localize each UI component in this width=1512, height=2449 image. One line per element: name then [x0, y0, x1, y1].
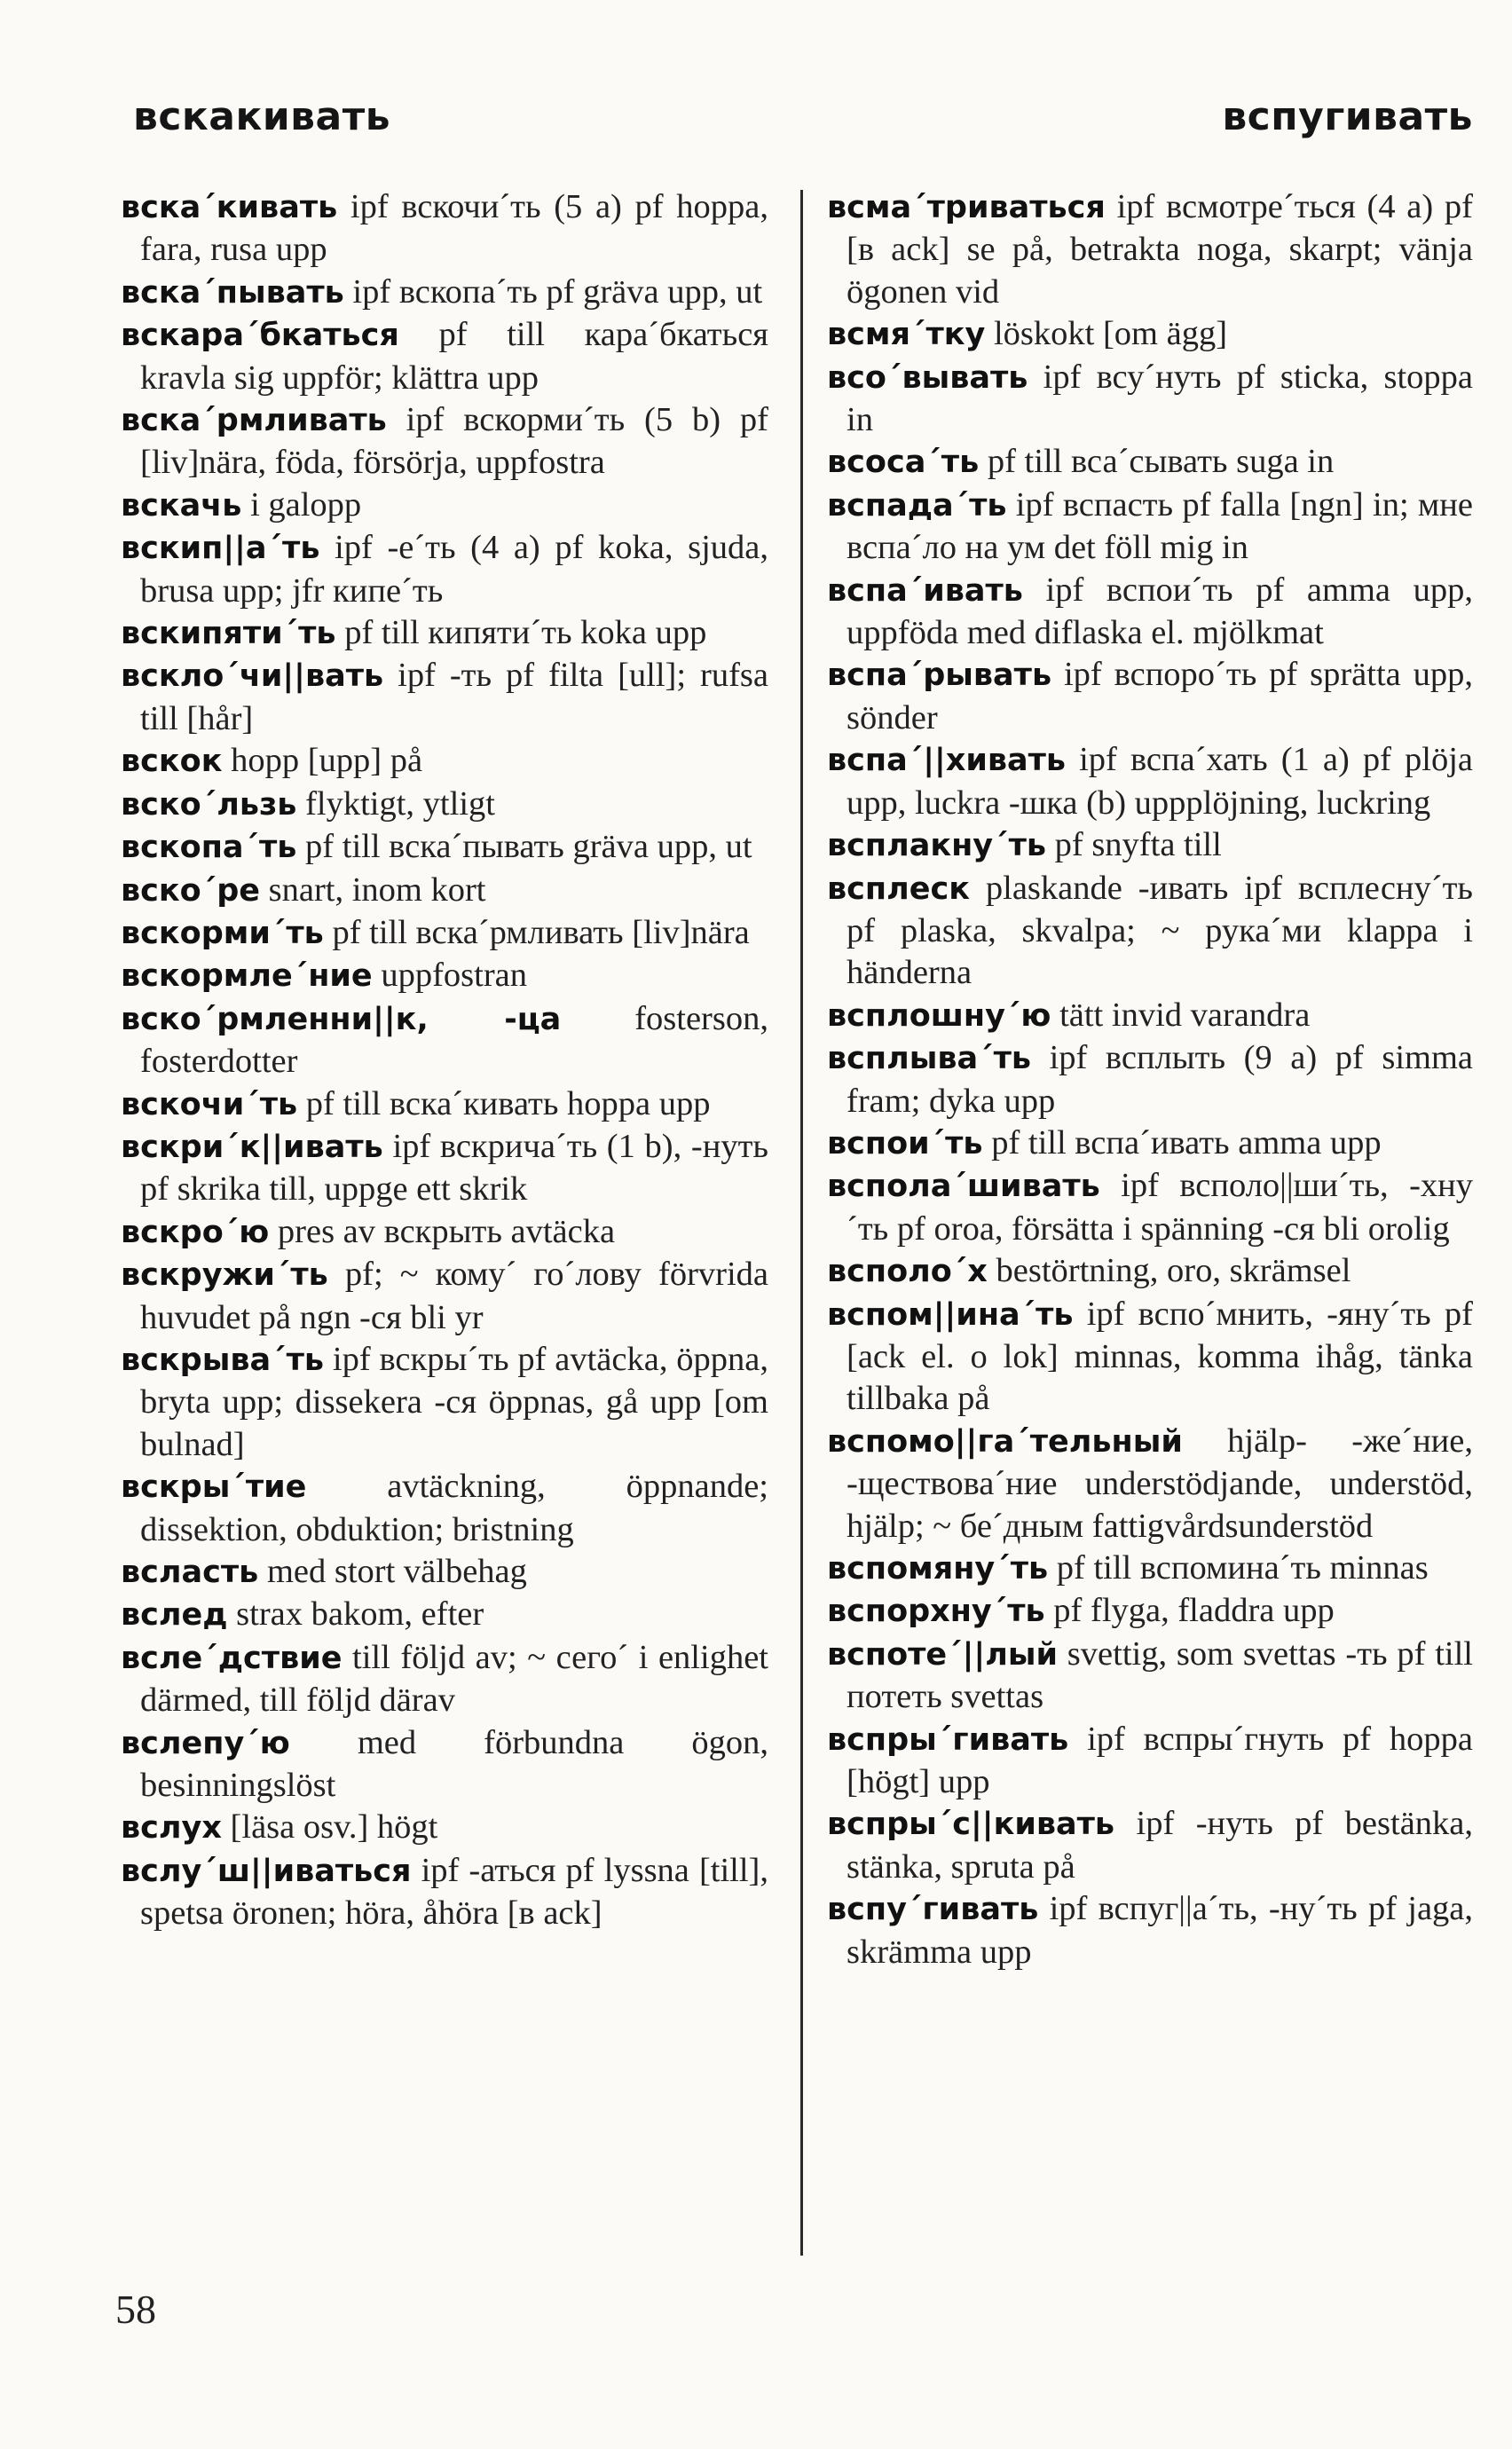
dictionary-entry — [121, 272, 768, 314]
dictionary-entry — [121, 314, 768, 399]
dictionary-entry — [827, 1122, 1473, 1165]
entry-definition: pf till кипяти´ть koka upp — [335, 614, 707, 652]
dictionary-entry — [827, 1037, 1473, 1122]
entry-definition: ipf -ть pf filta [ull]; rufsa till [hår] — [140, 657, 768, 737]
entry-headword: вспа´||хивать — [827, 743, 1067, 779]
dictionary-entry — [827, 1803, 1473, 1888]
dictionary-entry — [121, 1850, 768, 1935]
entry-definition: ipf вспа´хать (1 a) pf plöja upp, luckra -шка (b) uppplöjning, luckring — [847, 741, 1473, 822]
entry-definition: ipf вспои´ть pf amma upp, uppföda med diflaska el. mjölkmat — [847, 571, 1473, 652]
entry-headword: вслед — [121, 1597, 228, 1634]
dictionary-entry — [121, 1254, 768, 1339]
dictionary-entry — [827, 824, 1473, 867]
entry-headword: вспу´гивать — [827, 1892, 1039, 1928]
entry-definition: pf; ~ кому´ го´лову förvrida huvudet på ngn -ся bli yr — [140, 1256, 768, 1336]
entry-headword: всласть — [121, 1555, 259, 1590]
entry-definition: ipf всполо||ши´ть, -хну´ть pf oroa, försätta i spänning -ся bli orolig — [847, 1167, 1473, 1248]
entry-headword: вслепу´ю — [121, 1725, 290, 1761]
dictionary-entry — [827, 739, 1473, 824]
entry-definition: ipf вспоро´ть pf sprätta upp, sönder — [847, 656, 1473, 736]
dictionary-entry — [827, 441, 1473, 484]
dictionary-entry — [121, 998, 768, 1083]
dictionary-entry — [827, 1590, 1473, 1633]
entry-headword: вспом||ина´ть — [827, 1296, 1074, 1333]
entry-definition: ipf вспо´мнить, -яну´ть pf [ack el. o lok] minnas, komma ihåg, tänka tillbaka på — [847, 1295, 1473, 1418]
entry-definition: ipf вскочи´ть (5 a) pf hoppa, fara, rusa upp — [140, 188, 768, 269]
entry-definition: pf flyga, fladdra upp — [1044, 1592, 1335, 1630]
entry-headword: всоса´ть — [827, 445, 980, 481]
entry-definition: fosterson, fosterdotter — [140, 999, 768, 1081]
entry-definition: pres av вскрыть avtäcka — [269, 1212, 616, 1250]
entry-definition: pf till вска´кивать hoppa upp — [297, 1084, 711, 1122]
entry-headword: вспои´ть — [827, 1125, 983, 1162]
dictionary-entry — [121, 1126, 768, 1211]
page-number: 58 — [115, 2287, 156, 2332]
dictionary-entry — [121, 186, 768, 272]
dictionary-entry — [827, 1888, 1473, 1973]
entry-definition: ipf вспуг||а´ть, -ну´ть pf jaga, skrämma upp — [847, 1890, 1473, 1971]
entry-headword: вскок — [121, 744, 223, 780]
entry-headword: вскорми´ть — [121, 915, 324, 951]
dictionary-entry — [121, 527, 768, 612]
dictionary-entry — [827, 1165, 1473, 1250]
dictionary-entry — [121, 1722, 768, 1807]
entry-headword: вскормле´ние — [121, 958, 373, 995]
entry-headword: вспада´ть — [827, 487, 1007, 524]
dictionary-entry — [121, 612, 768, 655]
entry-headword: вскочи´ть — [121, 1086, 298, 1122]
entry-headword: вслу´ш||иваться — [121, 1853, 412, 1889]
entry-headword: вскрыва´ть — [121, 1342, 325, 1378]
entry-definition: hjälp- -же´ние, -ществова´ние understödjande, understöd, hjälp; ~ бе´дным fattigvårdsunderstöd — [847, 1421, 1473, 1545]
dictionary-entry — [121, 1339, 768, 1466]
entry-definition: ipf вспры´гнуть pf hoppa [högt] upp — [847, 1720, 1473, 1801]
entry-headword: вскро´ю — [121, 1214, 270, 1250]
dictionary-entry — [827, 654, 1473, 739]
entry-headword: вско´рмленни||к, -ца — [121, 1001, 562, 1037]
dictionary-entry — [121, 784, 768, 826]
entry-definition: snart, inom kort — [260, 870, 486, 909]
right-guide-word: вспугивать — [1222, 94, 1473, 139]
entry-definition: pf till вспомина´ть minnas — [1048, 1549, 1429, 1587]
entry-headword: вскачь — [121, 487, 242, 524]
entry-headword: вскип||а´ть — [121, 531, 320, 567]
entry-headword: всплошну´ю — [827, 997, 1051, 1034]
entry-definition: ipf всплыть (9 a) pf simma fram; dyka upp — [847, 1039, 1473, 1120]
left-guide-word: вскакивать — [133, 94, 391, 139]
entry-definition: ipf вспасть pf falla [ngn] in; мне вспа´ло на ум det föll mig in — [847, 485, 1473, 567]
entry-headword: всмя´тку — [827, 317, 986, 353]
entry-headword: вскри´к||ивать — [121, 1129, 383, 1165]
entry-headword: вскло´чи||вать — [121, 658, 384, 695]
entry-definition: till följd av; ~ сего´ i enlighet därmed, till följd därav — [140, 1638, 768, 1720]
dictionary-entry — [121, 1211, 768, 1254]
dictionary-entry — [827, 357, 1473, 442]
dictionary-entry — [827, 570, 1473, 655]
dictionary-entry — [827, 1294, 1473, 1421]
dictionary-entry — [827, 484, 1473, 570]
entry-definition: löskokt [om ägg] — [985, 315, 1228, 353]
entry-definition: strax bakom, efter — [227, 1595, 484, 1634]
entry-headword: вска´пывать — [121, 274, 344, 311]
dictionary-entry — [121, 1594, 768, 1636]
entry-headword: всполо´х — [827, 1254, 988, 1290]
entry-definition: avtäckning, öppnande; dissektion, obduktion; bristning — [140, 1468, 768, 1548]
entry-headword: вспорхну´ть — [827, 1594, 1045, 1630]
entry-definition: bestörtning, oro, skrämsel — [987, 1252, 1351, 1290]
entry-headword: вслух — [121, 1810, 222, 1847]
entry-headword: вспоте´||лый — [827, 1636, 1059, 1673]
dictionary-entry — [121, 484, 768, 527]
entry-definition: svettig, som svettas -ть pf till потеть svettas — [847, 1634, 1473, 1716]
column-divider — [800, 190, 803, 2256]
entry-headword: вспа´рывать — [827, 658, 1052, 694]
entry-definition: pf snyfta till — [1046, 826, 1222, 864]
entry-headword: вспола´шивать — [827, 1169, 1100, 1205]
left-column — [121, 186, 768, 1935]
entry-headword: вспомяну´ть — [827, 1551, 1049, 1587]
dictionary-entry — [121, 1637, 768, 1722]
entry-headword: вска´кивать — [121, 190, 338, 225]
dictionary-entry — [827, 1250, 1473, 1293]
entry-headword: вспомо||га´тельный — [827, 1423, 1183, 1460]
entry-definition: ipf вскрича´ть (1 b), -нуть pf skrika till, uppge ett skrik — [140, 1127, 768, 1209]
entry-definition: pf till вспа´ивать amma upp — [982, 1123, 1382, 1162]
entry-definition: pf till вска´пывать gräva upp, ut — [296, 828, 752, 866]
entry-definition: ipf всу´нуть pf sticka, stoppa in — [847, 358, 1473, 439]
dictionary-entry — [121, 740, 768, 783]
dictionary-entry — [827, 1634, 1473, 1719]
entry-definition: ipf вскопа´ть pf gräva upp, ut — [343, 272, 763, 311]
entry-definition: [läsa osv.] högt — [221, 1808, 438, 1847]
entry-definition: med förbundna ögon, besinningslöst — [140, 1723, 768, 1805]
dictionary-entry — [121, 955, 768, 997]
entry-headword: вспры´гивать — [827, 1721, 1069, 1758]
dictionary-entry — [827, 1719, 1473, 1804]
entry-headword: всплакну´ть — [827, 828, 1046, 864]
entry-definition: plaskande -ивать ipf всплесну´ть pf plaska, skvalpa; ~ рука´ми klappa i händerna — [847, 869, 1473, 992]
entry-definition: med stort välbehag — [258, 1553, 527, 1590]
entry-headword: вскара´бкаться — [121, 318, 399, 354]
entry-headword: вско´льзь — [121, 786, 297, 823]
entry-headword: всплеск — [827, 870, 970, 907]
entry-headword: всма´триваться — [827, 190, 1106, 225]
dictionary-entry — [827, 1547, 1473, 1590]
entry-definition: ipf -е´ть (4 a) pf koka, sjuda, brusa upp; jfr кипе´ть — [140, 529, 768, 610]
entry-definition: ipf вскорми´ть (5 b) pf [liv]nära, föda, försörja, uppfostra — [140, 401, 768, 482]
entry-definition: ipf вскры´ть pf avtäcka, öppna, bryta upp; dissekera -ся öppnas, gå upp [om bulnad] — [140, 1340, 768, 1463]
dictionary-entry — [121, 1466, 768, 1551]
entry-headword: вспа´ивать — [827, 572, 1023, 609]
dictionary-entry — [121, 399, 768, 484]
entry-headword: всле´дствие — [121, 1640, 343, 1676]
dictionary-entry — [121, 1551, 768, 1594]
entry-definition: uppfostran — [372, 957, 527, 995]
dictionary-entry — [121, 1083, 768, 1126]
dictionary-entry — [827, 313, 1473, 356]
dictionary-entry — [121, 1807, 768, 1849]
entry-headword: вскружи´ть — [121, 1257, 328, 1294]
entry-definition: pf till вса´сывать suga in — [979, 443, 1335, 481]
dictionary-entry — [827, 1421, 1473, 1547]
entry-headword: всплыва´ть — [827, 1041, 1032, 1077]
dictionary-entry — [827, 868, 1473, 995]
entry-headword: всо´вывать — [827, 359, 1028, 396]
entry-headword: вскипяти´ть — [121, 616, 336, 652]
entry-definition: i galopp — [241, 485, 362, 524]
entry-definition: ipf -нуть pf bestänka, stänka, spruta på — [847, 1805, 1473, 1886]
entry-definition: flyktigt, ytligt — [296, 784, 495, 823]
entry-definition: tätt invid varandra — [1051, 996, 1311, 1034]
entry-headword: вска´рмливать — [121, 403, 387, 439]
entry-headword: вско´ре — [121, 872, 260, 909]
entry-definition: pf till кара´бкаться kravla sig uppför; klättra upp — [140, 316, 768, 397]
entry-definition: pf till вска´рмливать [liv]nära — [323, 913, 750, 951]
right-column — [827, 186, 1473, 1973]
dictionary-entry — [121, 870, 768, 912]
entry-headword: вспры´с||кивать — [827, 1807, 1115, 1843]
entry-definition: ipf -аться pf lyssna [till], spetsa öronen; höra, åhöra [в ack] — [140, 1851, 768, 1933]
dictionary-entry — [121, 655, 768, 740]
dictionary-entry — [827, 995, 1473, 1037]
dictionary-entry — [121, 912, 768, 955]
entry-definition: hopp [upp] på — [222, 742, 423, 780]
entry-headword: вскры´тие — [121, 1469, 307, 1506]
dictionary-entry — [827, 186, 1473, 313]
entry-definition: ipf всмотре´ться (4 a) pf [в ack] se på, betrakta noga, skarpt; vänja ögonen vid — [847, 188, 1473, 311]
dictionary-entry — [121, 826, 768, 869]
entry-headword: вскопа´ть — [121, 830, 297, 866]
